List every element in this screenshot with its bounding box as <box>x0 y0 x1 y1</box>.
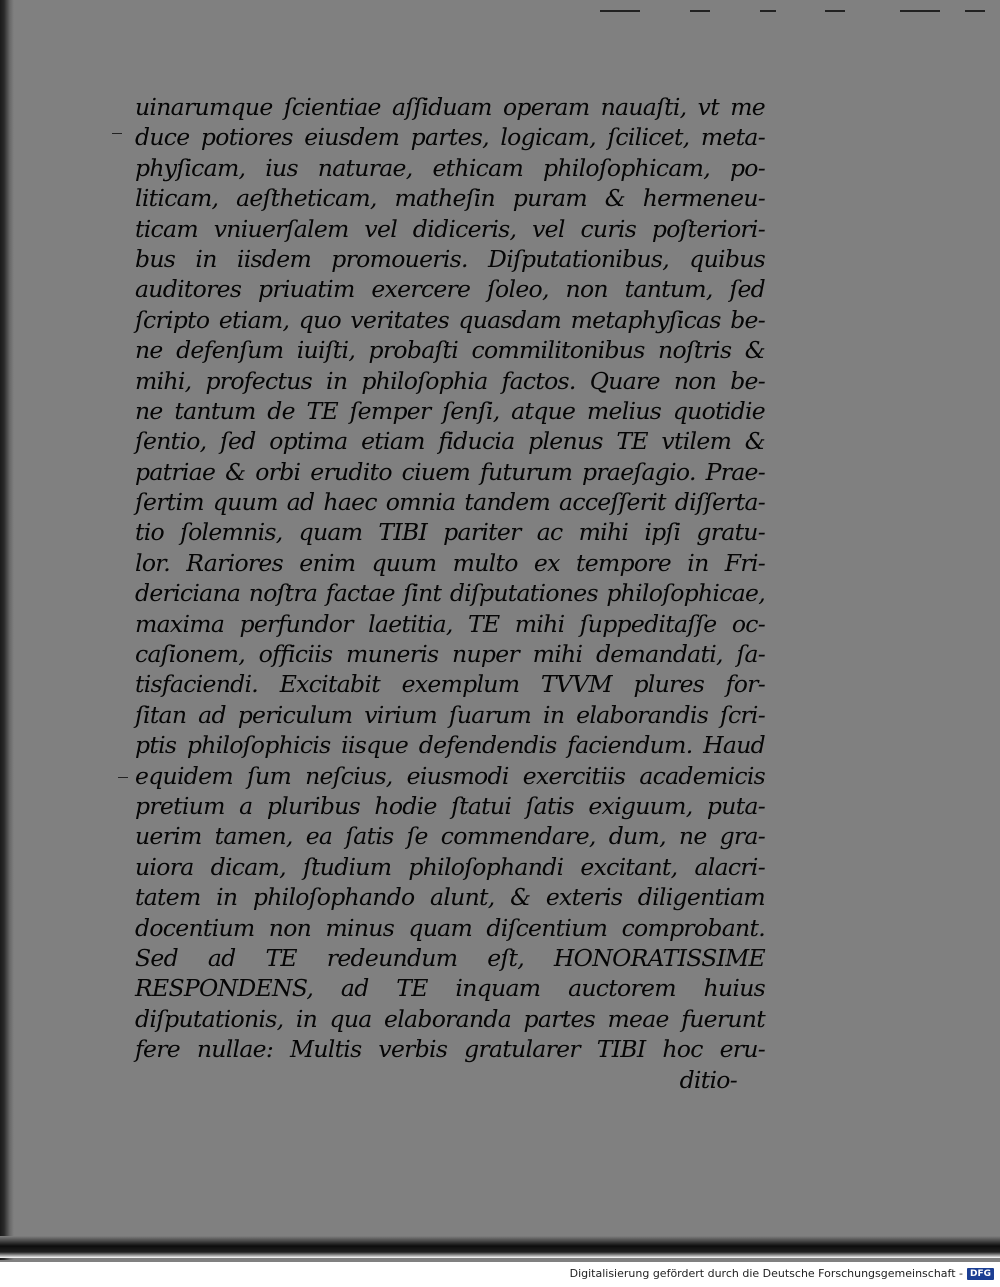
text-line: patriae & orbi erudito ciuem futurum praeſagio. Prae- <box>135 457 765 486</box>
text-line: RESPONDENS, ad TE inquam auctorem huius <box>135 974 765 1003</box>
text-line: ptis philoſophicis iisque defendendis faciendum. Haud <box>135 731 765 760</box>
margin-mark <box>118 777 128 778</box>
text-line: maxima perfundor laetitia, TE mihi ſuppeditaſſe oc- <box>135 609 765 638</box>
text-line: ſcripto etiam, quo veritates quasdam metaphyſicas be- <box>135 305 765 334</box>
text-line: equidem ſum neſcius, eiusmodi exercitiis academicis <box>135 761 765 790</box>
margin-mark <box>112 133 122 134</box>
text-line: liticam, aeſtheticam, matheſin puram & hermeneu- <box>135 184 765 213</box>
top-edge-mark <box>690 10 710 12</box>
latin-text-body <box>135 92 765 1095</box>
text-line: phyſicam, ius naturae, ethicam philoſophicam, po- <box>135 153 765 182</box>
text-line: diſputationis, in qua elaboranda partes meae fuerunt <box>135 1004 765 1033</box>
text-line: caſionem, officiis muneris nuper mihi demandati, ſa- <box>135 640 765 669</box>
page-bottom-edge <box>0 1236 1000 1258</box>
text-line: ſertim quum ad haec omnia tandem acceſſerit diſſerta- <box>135 488 765 517</box>
top-edge-mark <box>825 10 845 12</box>
text-line: uinarumque ſcientiae aſſiduam operam nauaſti, vt me <box>135 93 765 121</box>
text-line: bus in iisdem promoueris. Diſputationibus, quibus <box>135 244 765 273</box>
text-line: dericiana noſtra factae ſint diſputationes philoſophicae, <box>135 579 765 608</box>
text-line: mihi, profectus in philoſophia factos. Quare non be- <box>135 366 765 395</box>
top-edge-mark <box>900 10 940 12</box>
text-line: pretium a pluribus hodie ſtatui ſatis exiguum, puta- <box>135 791 765 820</box>
top-edge-mark <box>600 10 640 12</box>
text-line: tio ſolemnis, quam TIBI pariter ac mihi ipſi gratu- <box>135 518 765 547</box>
text-line: uerim tamen, ea ſatis ſe commendare, dum, ne gra- <box>135 822 765 851</box>
text-line: ticam vniuerſalem vel didiceris, vel curis poſteriori- <box>135 214 765 243</box>
text-line: ſitan ad periculum virium ſuarum in elaborandis ſcri- <box>135 700 765 729</box>
text-line: ne defenſum iuiſti, probaſti commilitonibus noſtris & <box>135 336 765 365</box>
text-line: ditio- <box>679 1065 737 1094</box>
text-line: duce potiores eiusdem partes, logicam, ſcilicet, meta- <box>135 123 765 152</box>
text-line: ne tantum de TE ſemper ſenſi, atque melius quotidie <box>135 396 765 425</box>
text-line: ſentio, ſed optima etiam fiducia plenus TE vtilem & <box>135 427 765 456</box>
text-line: tisfaciendi. Excitabit exemplum TVVM plures for- <box>135 670 765 699</box>
dfg-logo-icon: DFG <box>967 1268 994 1280</box>
text-line: docentium non minus quam diſcentium comprobant. <box>135 913 765 942</box>
text-line: lor. Rariores enim quum multo ex tempore in Fri- <box>135 548 765 577</box>
top-edge-mark <box>760 10 776 12</box>
text-line: tatem in philoſophando alunt, & exteris diligentiam <box>135 883 765 912</box>
page-left-edge-shadow <box>0 0 14 1260</box>
top-edge-mark <box>965 10 985 12</box>
digitization-credit <box>570 1267 994 1280</box>
text-line: Sed ad TE redeundum eſt, HONORATISSIME <box>135 943 765 972</box>
text-line: uiora dicam, ſtudium philoſophandi excitant, alacri- <box>135 852 765 881</box>
credit-text: Digitalisierung gefördert durch die Deutsche Forschungsgemeinschaft - <box>569 1267 963 1280</box>
text-line: auditores priuatim exercere ſoleo, non tantum, ſed <box>135 275 765 304</box>
text-line: fere nullae: Multis verbis gratularer TIBI hoc eru- <box>135 1035 765 1064</box>
